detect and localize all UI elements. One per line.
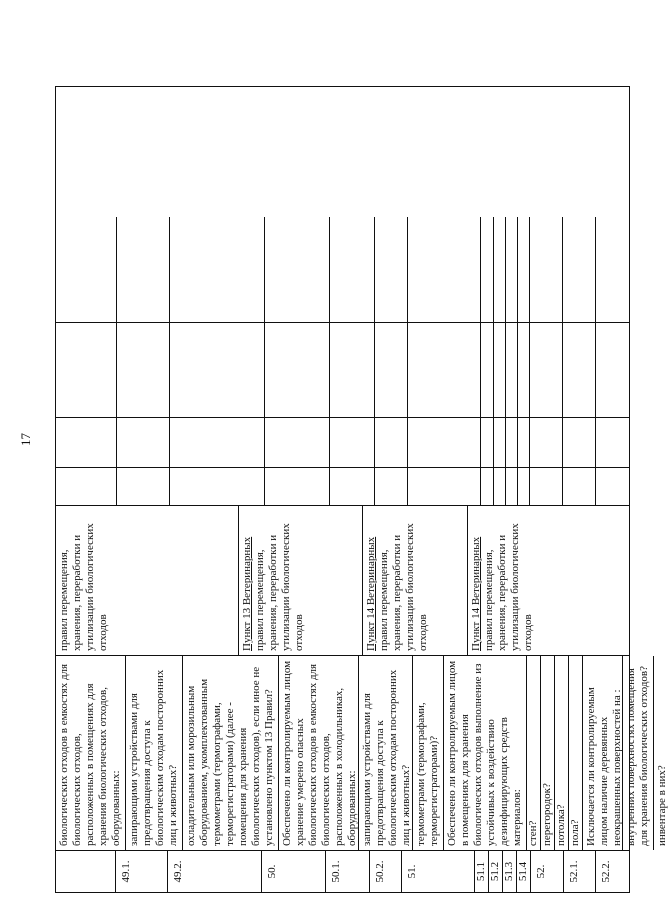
- question-cell: Обеспечено ли контролируемым лицом в помещениях для хранения биологических отходов выполнение из устойчивых к воздействию дезинфицирующих средств материалов:: [444, 656, 527, 850]
- answer-cell[interactable]: [408, 468, 482, 505]
- number-cell: 51.2: [489, 851, 503, 892]
- answer-cell[interactable]: [170, 323, 265, 417]
- notes-cell[interactable]: [596, 217, 629, 322]
- number-cell: 50.2.: [370, 851, 403, 892]
- question-cell: потолка?: [555, 656, 569, 850]
- notes-cell[interactable]: [494, 217, 506, 322]
- answer-cell[interactable]: [408, 418, 482, 467]
- notes-column: [56, 217, 629, 322]
- reference-column: [56, 505, 629, 655]
- reference-text: правил перемещения, хранения, переработки и утилизации биологических отходов: [377, 523, 429, 651]
- answer-cell[interactable]: [170, 468, 265, 505]
- number-cell: [56, 851, 116, 892]
- answer-cell[interactable]: [596, 323, 629, 417]
- question-column: [56, 655, 668, 850]
- notes-cell[interactable]: [265, 217, 330, 322]
- answer-cell[interactable]: [563, 323, 596, 417]
- reference-text: правил перемещения, хранения, переработки и утилизации биологических отходов: [482, 523, 534, 651]
- answer-cell[interactable]: [117, 323, 170, 417]
- reference-cell: [468, 506, 629, 655]
- reference-title: Пункт 13 Ветеринарных: [240, 536, 253, 651]
- answer-cell[interactable]: [330, 323, 374, 417]
- answer-cell[interactable]: [170, 418, 265, 467]
- reference-text: правил перемещения, хранения, переработки и утилизации биологических отходов: [253, 523, 305, 651]
- answer-cell[interactable]: [265, 418, 330, 467]
- answer-cell[interactable]: [56, 468, 117, 505]
- question-cell: инвентаре в них?: [656, 765, 668, 846]
- notes-cell[interactable]: [330, 217, 374, 322]
- answer-cell[interactable]: [506, 468, 518, 505]
- answer-cell[interactable]: [330, 468, 374, 505]
- answer-cell[interactable]: [530, 468, 563, 505]
- answer-cell[interactable]: [117, 418, 170, 467]
- question-cell: внутренних поверхностях помещения для хранения биологических отходов?: [623, 656, 654, 850]
- answer-cell[interactable]: [530, 323, 563, 417]
- answer-cell[interactable]: [518, 418, 530, 467]
- answer-cell[interactable]: [408, 323, 482, 417]
- checklist-table: [55, 86, 668, 893]
- reference-cell: [363, 506, 468, 655]
- answer-cell[interactable]: [506, 418, 518, 467]
- number-cell: 52.1.: [564, 851, 597, 892]
- notes-cell[interactable]: [563, 217, 596, 322]
- answer-cell[interactable]: [481, 323, 493, 417]
- answer-cell[interactable]: [56, 323, 117, 417]
- answer-cell[interactable]: [375, 323, 408, 417]
- question-cell: пола?: [569, 656, 583, 850]
- page-number: 17: [18, 433, 33, 446]
- number-cell: 51.3: [503, 851, 517, 892]
- answer-column-yes: [56, 467, 629, 505]
- number-cell: 50.1.: [326, 851, 370, 892]
- reference-title: Пункт 14 Ветеринарных: [364, 536, 377, 651]
- number-cell: 51.4: [517, 851, 531, 892]
- notes-cell[interactable]: [375, 217, 408, 322]
- notes-cell[interactable]: [117, 217, 170, 322]
- question-cell: охладительным или морозильным оборудованием, укомплектованным термометрами (термографами, терморегистраторами) (далее - помещения для хранения биологических отходов), если иное не установлено пунктом 13 Правил?: [183, 656, 279, 850]
- answer-cell[interactable]: [530, 418, 563, 467]
- reference-title: Пункт 14 Ветеринарных: [469, 536, 482, 651]
- notes-cell[interactable]: [506, 217, 518, 322]
- question-cell: термометрами (термографами, терморегистраторами)?: [413, 656, 444, 850]
- notes-cell[interactable]: [518, 217, 530, 322]
- answer-cell[interactable]: [596, 468, 629, 505]
- reference-cell: [239, 506, 363, 655]
- notes-cell[interactable]: [530, 217, 563, 322]
- question-cell: перегородок?: [541, 656, 555, 850]
- number-cell: 52.2.: [600, 860, 613, 883]
- answer-cell[interactable]: [481, 468, 493, 505]
- answer-column-na: [56, 322, 629, 417]
- question-cell: Обеспечено ли контролируемым лицом хранение умерено опасных биологических отходов в емкостях для биологических отходов, расположенных в холодильниках, оборудованных:: [279, 656, 359, 850]
- answer-cell[interactable]: [330, 418, 374, 467]
- reference-cell: [56, 506, 239, 655]
- number-cell: 52.: [531, 851, 564, 892]
- answer-cell[interactable]: [506, 323, 518, 417]
- notes-cell[interactable]: [481, 217, 493, 322]
- answer-cell[interactable]: [518, 323, 530, 417]
- number-cell: 51.1: [475, 851, 489, 892]
- answer-cell[interactable]: [375, 418, 408, 467]
- number-cell: 50.: [262, 851, 326, 892]
- reference-text: правил перемещения, хранения, переработки и утилизации биологических отходов: [58, 523, 109, 651]
- question-cell: стен?: [527, 656, 541, 850]
- question-cell: запирающими устройствами для предотвращения доступа к биологическим отходам посторонних лиц и животных?: [359, 656, 413, 850]
- answer-cell[interactable]: [563, 418, 596, 467]
- number-cell: 51.: [402, 851, 475, 892]
- answer-cell[interactable]: [265, 323, 330, 417]
- answer-cell[interactable]: [56, 418, 117, 467]
- question-cell: запирающими устройствами для предотвращения доступа к биологическим отходам посторонних лиц и животных?: [126, 656, 183, 850]
- answer-cell[interactable]: [494, 418, 506, 467]
- question-cell: биологических отходов в емкостях для биологических отходов, расположенных в помещениях для хранения биологических отходов, оборудованных:: [56, 656, 126, 850]
- answer-cell[interactable]: [494, 323, 506, 417]
- answer-cell[interactable]: [596, 418, 629, 467]
- answer-column-no: [56, 417, 629, 467]
- number-cell: 49.2.: [168, 851, 262, 892]
- number-column: [56, 850, 629, 892]
- number-cell: 49.1.: [116, 851, 168, 892]
- answer-cell[interactable]: [265, 468, 330, 505]
- notes-cell[interactable]: [408, 217, 482, 322]
- notes-cell[interactable]: [56, 217, 117, 322]
- answer-cell[interactable]: [518, 468, 530, 505]
- notes-cell[interactable]: [170, 217, 265, 322]
- answer-cell[interactable]: [117, 468, 170, 505]
- answer-cell[interactable]: [494, 468, 506, 505]
- answer-cell[interactable]: [375, 468, 408, 505]
- answer-cell[interactable]: [563, 468, 596, 505]
- question-cell: Исключается ли контролируемым лицом наличие деревянных неокрашенных поверхностей на :: [583, 656, 623, 850]
- answer-cell[interactable]: [481, 418, 493, 467]
